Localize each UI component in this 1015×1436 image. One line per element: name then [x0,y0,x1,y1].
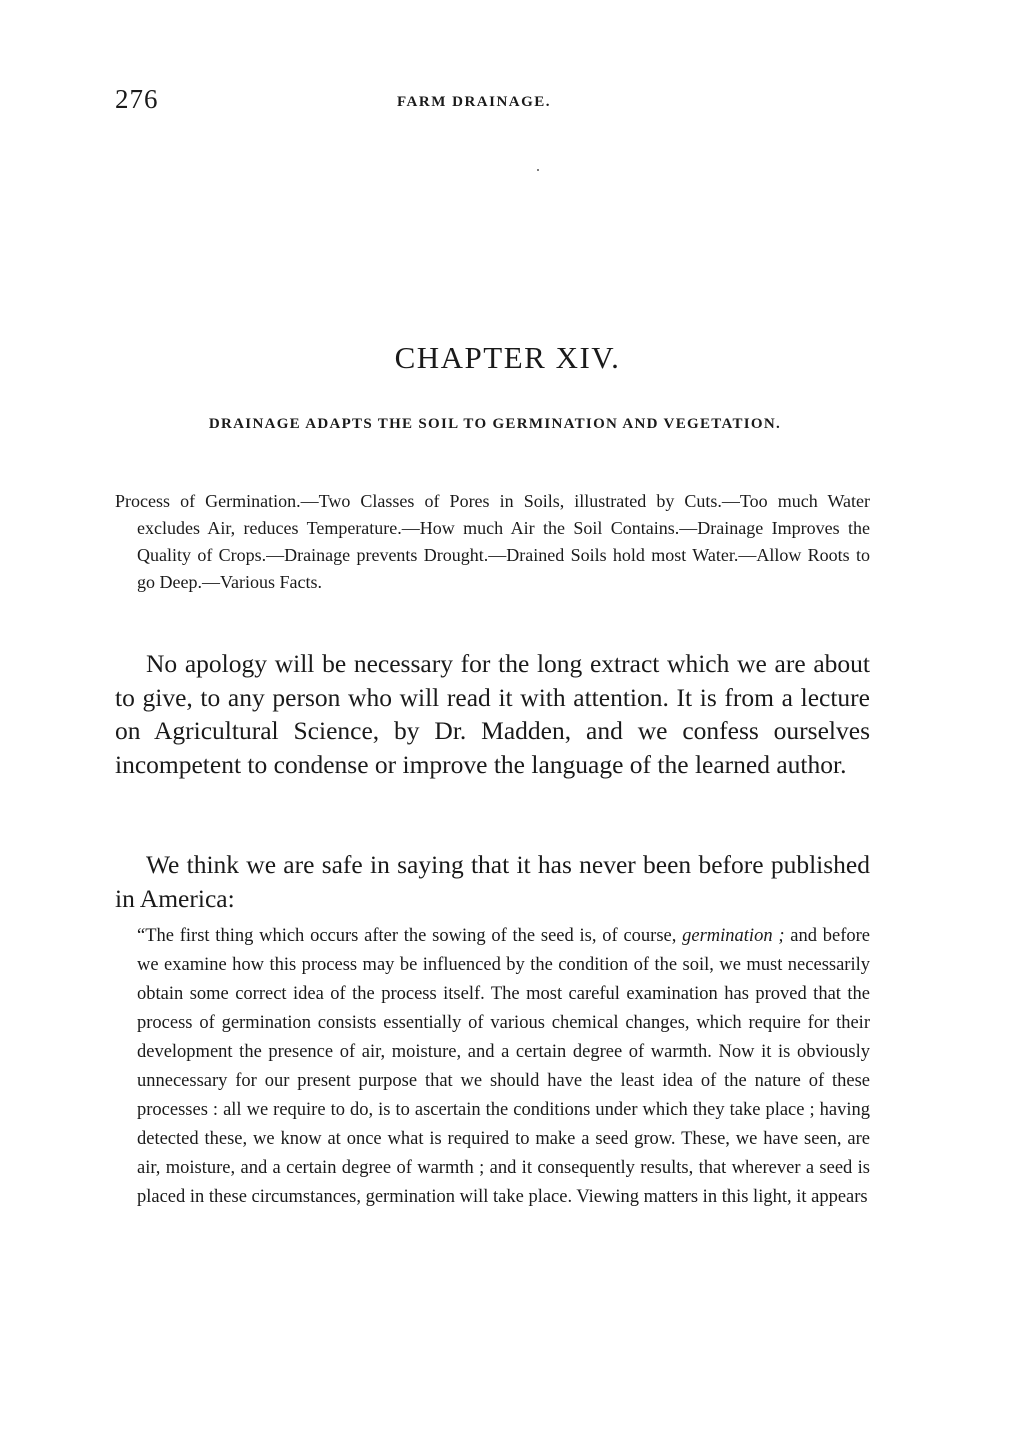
body-paragraph-2: We think we are safe in saying that it has never been before published in America: [115,850,870,913]
chapter-subtitle: DRAINAGE ADAPTS THE SOIL TO GERMINATION AND VEGETATION. [208,416,782,432]
quoted-extract [137,922,870,1212]
chapter-synopsis: Process of Germination.—Two Classes of Pores in Soils, illustrated by Cuts.—Too much Water excludes Air, reduces Temperature.—How much Air the Soil Contains.—Drainage Improves the Quality of Crops.—Drainage prevents Drought.—Drained Soils hold most Water.—Allow Roots to go Deep.—Various Facts. [115,491,870,592]
quote-emphasis: germination ; [682,926,785,946]
chapter-title: CHAPTER XIV. [394,340,621,375]
page-number: 276 [115,84,159,114]
quote-text-continued: and before we examine how this process may be influenced by the condition of the soil, we must necessarily obtain some correct idea of the process itself. The most careful examination has proved that the process of germination consists essentially of various chemical changes, which require for their development the presence of air, moisture, and a certain degree of warmth. Now it is obviously unnecessary for our present purpose that we should have the least idea of the nature of these processes : all we require to do, is to ascertain the conditions under which they take place ; having detected these, we know at once what is required to make a seed grow. These, we have seen, are air, moisture, and a certain degree of warmth ; and it consequently results, that wherever a seed is placed in these circumstances, germination will take place. Viewing matters in this light, it appears [137,926,870,1207]
body-paragraph-1: No apology will be necessary for the long extract which we are about to give, to any person who will read it with attention. It is from a lecture on Agricultural Science, by Dr. Madden, and we confess ourselves incompetent to condense or improve the language of the learned author. [115,649,870,779]
scan-speck [537,169,539,171]
running-head [115,84,875,124]
quote-text-start: “The first thing which occurs after the sowing of the seed is, of course, [137,926,683,946]
running-title: FARM DRAINAGE. [397,94,552,110]
